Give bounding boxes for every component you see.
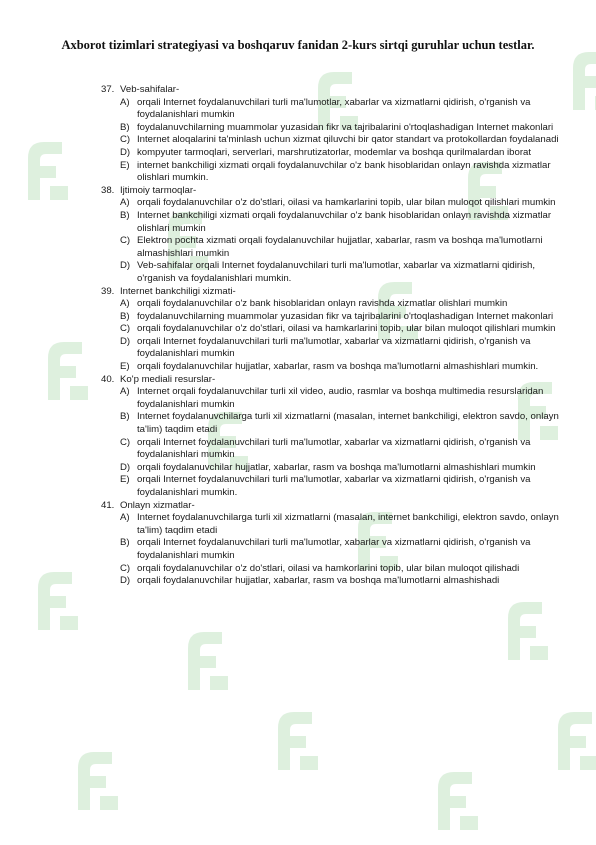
option-text: Veb-sahifalar orqali Internet foydalanuvchilari turli ma'lumotlar, xabarlar va xizmatlarni qidirish, o'rganish va foydalanishlari mumkin. <box>137 260 536 284</box>
answer-option <box>101 122 563 135</box>
answer-option <box>101 323 563 336</box>
answer-option <box>101 474 563 499</box>
option-letter: C) <box>120 562 131 574</box>
watermark-logo-icon <box>420 760 492 840</box>
option-letter: A) <box>120 386 130 398</box>
question-text: Internet bankchiligi xizmati- <box>120 285 236 297</box>
answer-option <box>101 512 563 537</box>
option-text: Internet orqali foydalanuvchilar turli xil video, audio, rasmlar va boshqa multimedia resurslaridan foydalanishlari mumkin <box>137 386 544 410</box>
question-header <box>101 286 563 299</box>
answer-option <box>101 235 563 260</box>
question-number: 41. <box>101 499 115 511</box>
watermark-logo-icon <box>20 560 92 640</box>
watermark-logo-icon <box>30 330 102 410</box>
option-letter: C) <box>120 323 131 335</box>
option-letter: B) <box>120 411 130 423</box>
option-text: internet bankchiligi xizmati orqali foydalanuvchilar o'z bank hisoblaridan onlayn ravishda xizmatlar olishlari mumkin. <box>137 159 551 184</box>
watermark-logo-icon <box>540 700 596 780</box>
question-item <box>101 286 563 374</box>
question-text: Ko'p mediali resurslar- <box>120 373 216 385</box>
option-text: orqali foydalanuvchilar hujjatlar, xabarlar, rasm va boshqa ma'lumotlarni almashishlari mumkin. <box>137 361 539 373</box>
option-text: orqali foydalanuvchilar o'z bank hisoblaridan onlayn ravishda xizmatlar olishlari mumkin <box>137 298 508 310</box>
answer-option <box>101 160 563 185</box>
question-item <box>101 185 563 286</box>
answer-option <box>101 336 563 361</box>
answer-option <box>101 437 563 462</box>
question-header <box>101 185 563 198</box>
answer-option <box>101 386 563 411</box>
answer-option <box>101 311 563 324</box>
option-text: orqali foydalanuvchilar o'z do'stlari, oilasi va hamkorlarini topib, ular bilan muloqot qilishadi <box>137 562 520 574</box>
question-header <box>101 374 563 387</box>
option-letter: B) <box>120 121 130 133</box>
option-letter: A) <box>120 298 130 310</box>
answer-option <box>101 298 563 311</box>
answer-option <box>101 462 563 475</box>
option-letter: C) <box>120 235 131 247</box>
option-letter: A) <box>120 96 130 108</box>
option-letter: D) <box>120 146 131 158</box>
answer-option <box>101 147 563 160</box>
option-letter: D) <box>120 575 131 587</box>
question-list <box>101 84 563 588</box>
option-letter: E) <box>120 361 130 373</box>
watermark-logo-icon <box>170 620 242 700</box>
question-number: 40. <box>101 373 115 385</box>
option-letter: A) <box>120 197 130 209</box>
answer-option <box>101 537 563 562</box>
watermark-logo-icon <box>260 700 332 780</box>
answer-option <box>101 134 563 147</box>
option-letter: B) <box>120 310 130 322</box>
option-text: Internet aloqalarini ta'minlash uchun xizmat qiluvchi bir qator standart va protokollardan foydalanadi <box>137 134 559 146</box>
answer-option <box>101 563 563 576</box>
watermark-logo-icon <box>490 590 562 670</box>
answer-option <box>101 97 563 122</box>
option-letter: E) <box>120 159 130 171</box>
option-text: kompyuter tarmoqlari, serverlari, marshrutizatorlar, modemlar va boshqa qurilmalardan iborat <box>137 146 532 158</box>
option-text: orqali Internet foydalanuvchilari turli ma'lumotlar, xabarlar va xizmatlarni qidirish, o'rganish va foydalanishlari mumkin <box>137 335 531 360</box>
option-text: foydalanuvchilarning muammolar yuzasidan fikr va tajribalarini o'rtoqlashadigan Internet makonlari <box>137 310 554 322</box>
option-letter: D) <box>120 461 131 473</box>
option-letter: C) <box>120 134 131 146</box>
option-letter: B) <box>120 209 130 221</box>
answer-option <box>101 361 563 374</box>
option-text: orqali foydalanuvchilar o'z do'stlari, oilasi va hamkarlarini topib, ular bilan muloqot qilishlari mumkin <box>137 197 556 209</box>
option-text: orqali foydalanuvchilar hujjatlar, xabarlar, rasm va boshqa ma'lumotlarni almashishadi <box>137 575 500 587</box>
answer-option <box>101 197 563 210</box>
question-item <box>101 84 563 185</box>
option-text: orqali Internet foydalanuvchilari turli ma'lumotlar, xabarlar va xizmatlarni qidirish, o'rganish va foydalanishlari mumkin <box>137 96 531 121</box>
option-text: Internet bankchiligi xizmati orqali foydalanuvchilar o'z bank hisoblaridan onlayn ravishda xizmatlar olishlari mumkin <box>137 209 552 234</box>
option-letter: C) <box>120 436 131 448</box>
answer-option <box>101 411 563 436</box>
watermark-logo-icon <box>10 130 82 210</box>
option-text: orqali foydalanuvchilar o'z do'stlari, oilasi va hamkarlarini topib, ular bilan muloqot qilishlari mumkin <box>137 323 556 335</box>
question-header <box>101 84 563 97</box>
option-letter: B) <box>120 537 130 549</box>
option-text: orqali foydalanuvchilar hujjatlar, xabarlar, rasm va boshqa ma'lumotlarni almashishlari mumkin <box>137 461 536 473</box>
question-number: 38. <box>101 184 115 196</box>
question-text: Onlayn xizmatlar- <box>120 499 195 511</box>
answer-option <box>101 575 563 588</box>
page-title: Axborot tizimlari strategiyasi va boshqaruv fanidan 2-kurs sirtqi guruhlar uchun testlar. <box>61 38 535 52</box>
option-text: Internet foydalanuvchilarga turli xil xizmatlarni (masalan, internet bankchiligi, elektron savdo, onlayn ta'lim) taqdim etadi <box>137 512 559 536</box>
option-text: foydalanuvchilarning muammolar yuzasidan fikr va tajribalarini o'rtoqlashadigan Internet makonlari <box>137 121 554 133</box>
question-header <box>101 500 563 513</box>
option-text: Internet foydalanuvchilarga turli xil xizmatlarni (masalan, internet bankchiligi, elektron savdo, onlayn ta'lim) taqdim etadi <box>137 411 559 436</box>
option-letter: D) <box>120 335 131 347</box>
option-letter: D) <box>120 260 131 272</box>
option-text: orqali Internet foydalanuvchilari turli ma'lumotlar, xabarlar va xizmatlarni qidirish, o'rganish va foydalanishlari mumkin. <box>137 474 531 498</box>
question-text: Ijtimoiy tarmoqlar- <box>120 184 197 196</box>
answer-option <box>101 210 563 235</box>
question-item <box>101 374 563 500</box>
question-number: 39. <box>101 285 115 297</box>
question-text: Veb-sahifalar- <box>120 84 180 95</box>
question-number: 37. <box>101 84 115 95</box>
watermark-logo-icon <box>60 740 132 820</box>
option-text: orqali Internet foydalanuvchilari turli ma'lumotlar, xabarlar va xizmatlarni qidirish, o'rganish va foydalanishlari mumkin <box>137 436 531 461</box>
question-item <box>101 500 563 588</box>
option-letter: E) <box>120 474 130 486</box>
answer-option <box>101 260 563 285</box>
option-text: orqali Internet foydalanuvchilari turli ma'lumotlar, xabarlar va xizmatlarni qidirish, o'rganish va foydalanishlari mumkin <box>137 537 531 561</box>
option-text: Elektron pochta xizmati orqali foydalanuvchilar hujjatlar, xabarlar, rasm va boshqa ma'lumotlarni almashishlari mumkin <box>137 235 543 259</box>
option-letter: A) <box>120 512 130 524</box>
